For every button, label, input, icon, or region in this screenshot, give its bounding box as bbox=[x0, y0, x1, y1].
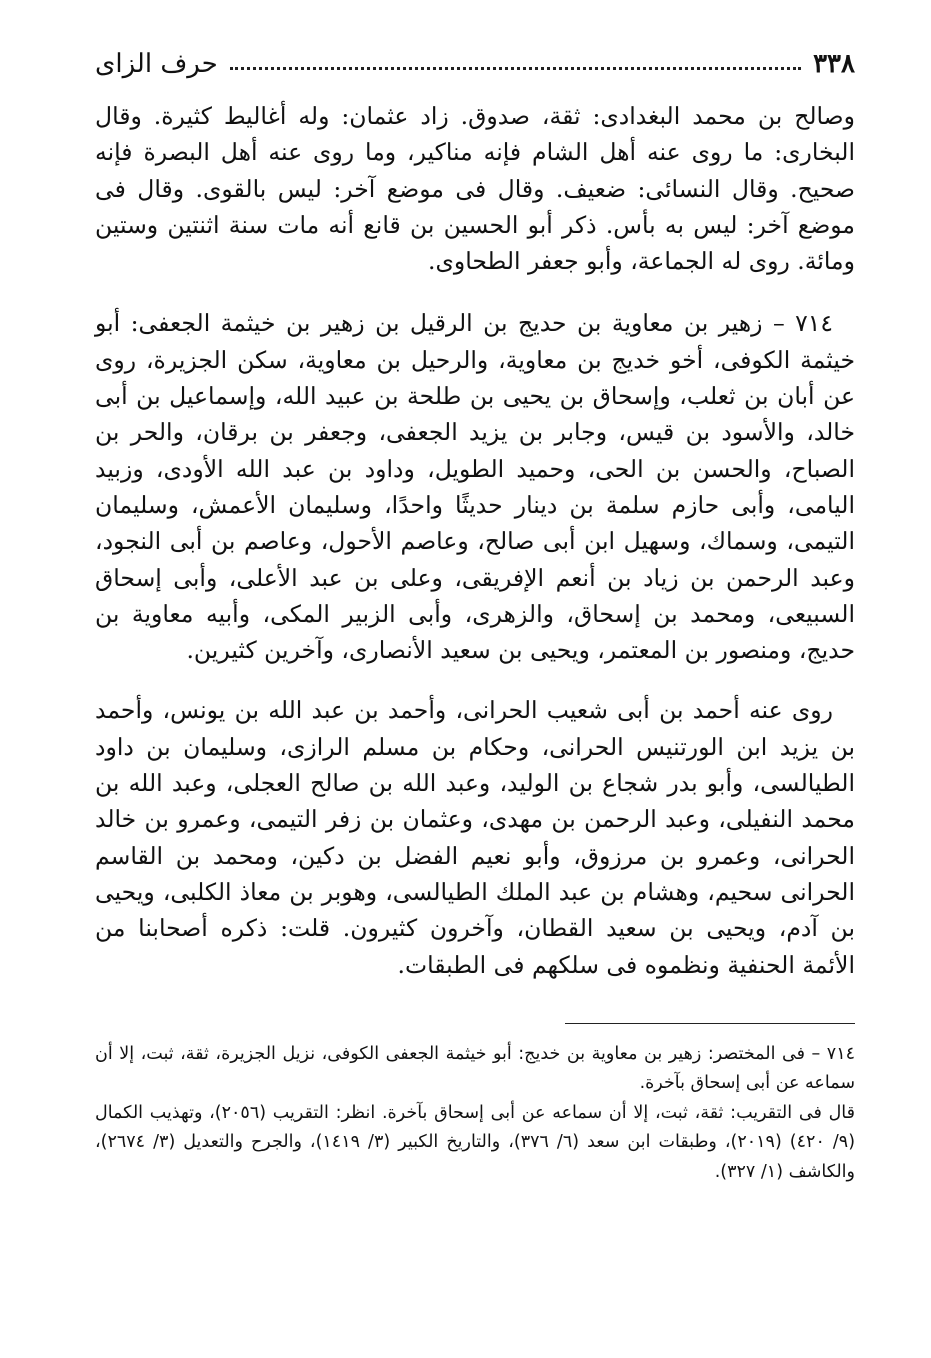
paragraph-continuation: وصالح بن محمد البغدادى: ثقة، صدوق. زاد عثمان: وله أغاليط كثيرة. وقال البخارى: ما روى عنه أهل الشام فإنه مناكير، وما روى عنه أهل البصرة فإنه صحيح. وقال النسائى: ضعيف. وقال فى موضع آخر: ليس بالقوى. وقال فى موضع آخر: ليس به بأس. ذكر أبو الحسين بن قانع أنه مات سنة اثنتين وستين ومائة. روى له الجماعة، وأبو جعفر الطحاوى. bbox=[95, 102, 855, 276]
footnote-2: قال فى التقريب: ثقة، ثبت، إلا أن سماعه عن أبى إسحاق بآخرة. انظر: التقريب (٢٠٥٦)، وتهذيب الكمال (٩/ ٤٢٠) (٢٠١٩)، وطبقات ابن سعد (٦/ ٣٧٦)، والتاريخ الكبير (٣/ ١٤١٩)، والجرح والتعديل (٣/ ٢٦٧٤)، والكاشف (١/ ٣٢٧). bbox=[95, 1102, 856, 1182]
entry-714-paragraph: ٧١٤ – زهير بن معاوية بن حديج بن الرقيل بن زهير بن خيثمة الجعفى: أبو خيثمة الكوفى، أخو خديج بن معاوية، والرحيل بن معاوية، سكن الجزيرة، روى عن أبان بن ثعلب، وإسحاق بن يحيى بن طلحة بن عبيد الله، وإسماعيل بن أبى خالد، والأسود بن قيس، وجابر بن يزيد الجعفى، وجعفر بن برقان، والحر بن الصباح، والحسن بن الحى، وحميد الطويل، وداود بن عبد الله الأودى، وزبيد اليامى، وأبى حازم سلمة بن دينار حديثًا واحدًا، وسليمان الأعمش، وسليمان التيمى، وسماك، وسهيل ابن أبى صالح، وعاصم الأحول، وعاصم بن أبى النجود، وعبد الرحمن بن زياد بن أنعم الإفريقى، وعلى بن عبد الأعلى، وأبى إسحاق السبيعى، ومحمد بن إسحاق، والزهرى، وأبى الزبير المكى، وأبيه معاوية بن حديج، ومنصور بن المعتمر، ويحيى بن سعيد الأنصارى، وآخرين كثيرين. bbox=[95, 309, 855, 665]
running-header bbox=[95, 38, 855, 90]
footnote-1: ٧١٤ – فى المختصر: زهير بن معاوية بن خديج: أبو خيثمة الجعفى الكوفى، نزيل الجزيرة، ثقة، ثبت، إلا أن سماعه عن أبى إسحاق بآخرة. bbox=[95, 1043, 855, 1094]
narrators-from-him-paragraph: روى عنه أحمد بن أبى شعيب الحرانى، وأحمد بن عبد الله بن يونس، وأحمد بن يزيد ابن الورتنيس الحرانى، وحكام بن مسلم الرازى، وسليمان بن داود الطيالسى، وأبو بدر شجاع بن الوليد، وعبد الله بن صالح العجلى، وعبد الله بن محمد النفيلى، وعبد الرحمن بن مهدى، وعثمان بن زفر التيمى، وعمرو بن خالد الحرانى، وعمرو بن مرزوق، وأبو نعيم الفضل بن دكين، ومحمد بن القاسم الحرانى سحيم، وهشام بن عبد الملك الطيالسى، وهوبر بن معاذ الكلبى، ويحيى بن آدم، ويحيى بن سعيد القطان، وآخرون كثيرون. قلت: ذكره أصحابنا من الأئمة الحنفية ونظموه فى سلكهم فى الطبقات. bbox=[95, 696, 855, 979]
chapter-title: حرف الزاى bbox=[95, 49, 218, 79]
entry-number: ٧١٤ bbox=[795, 309, 833, 338]
footnotes bbox=[95, 1040, 855, 1188]
footnote-separator bbox=[565, 1023, 855, 1024]
entry-714-text: زهير بن معاوية بن حديج بن الرقيل بن زهير بن خيثمة الجعفى: أبو خيثمة الكوفى، أخو خديج بن معاوية، والرحيل بن معاوية، سكن الجزيرة، روى عن أبان بن ثعلب، وإسحاق بن يحيى بن طلحة بن عبيد الله، وإسماعيل بن أبى خالد، والأسود بن قيس، وجابر بن يزيد الجعفى، وجعفر بن برقان، والحر بن الصباح، والحسن بن الحى، وحميد الطويل، وداود بن عبد الله الأودى، وزبيد اليامى، وأبى حازم سلمة بن دينار حديثًا واحدًا، وسليمان الأعمش، وسليمان التيمى، وسماك، وسهيل ابن أبى صالح، وعاصم الأحول، وعاصم بن أبى النجود، وعبد الرحمن بن زياد بن أنعم الإفريقى، وعلى بن عبد الأعلى، وأبى إسحاق السبيعى، ومحمد بن إسحاق، والزهرى، وأبى الزبير المكى، وأبيه معاوية بن حديج، ومنصور بن المعتمر، ويحيى بن سعيد الأنصارى، وآخرين كثيرين. bbox=[95, 309, 855, 665]
book-page bbox=[95, 38, 855, 1338]
page-number: ٣٣٨ bbox=[813, 49, 855, 79]
header-dot-leader bbox=[230, 67, 801, 70]
